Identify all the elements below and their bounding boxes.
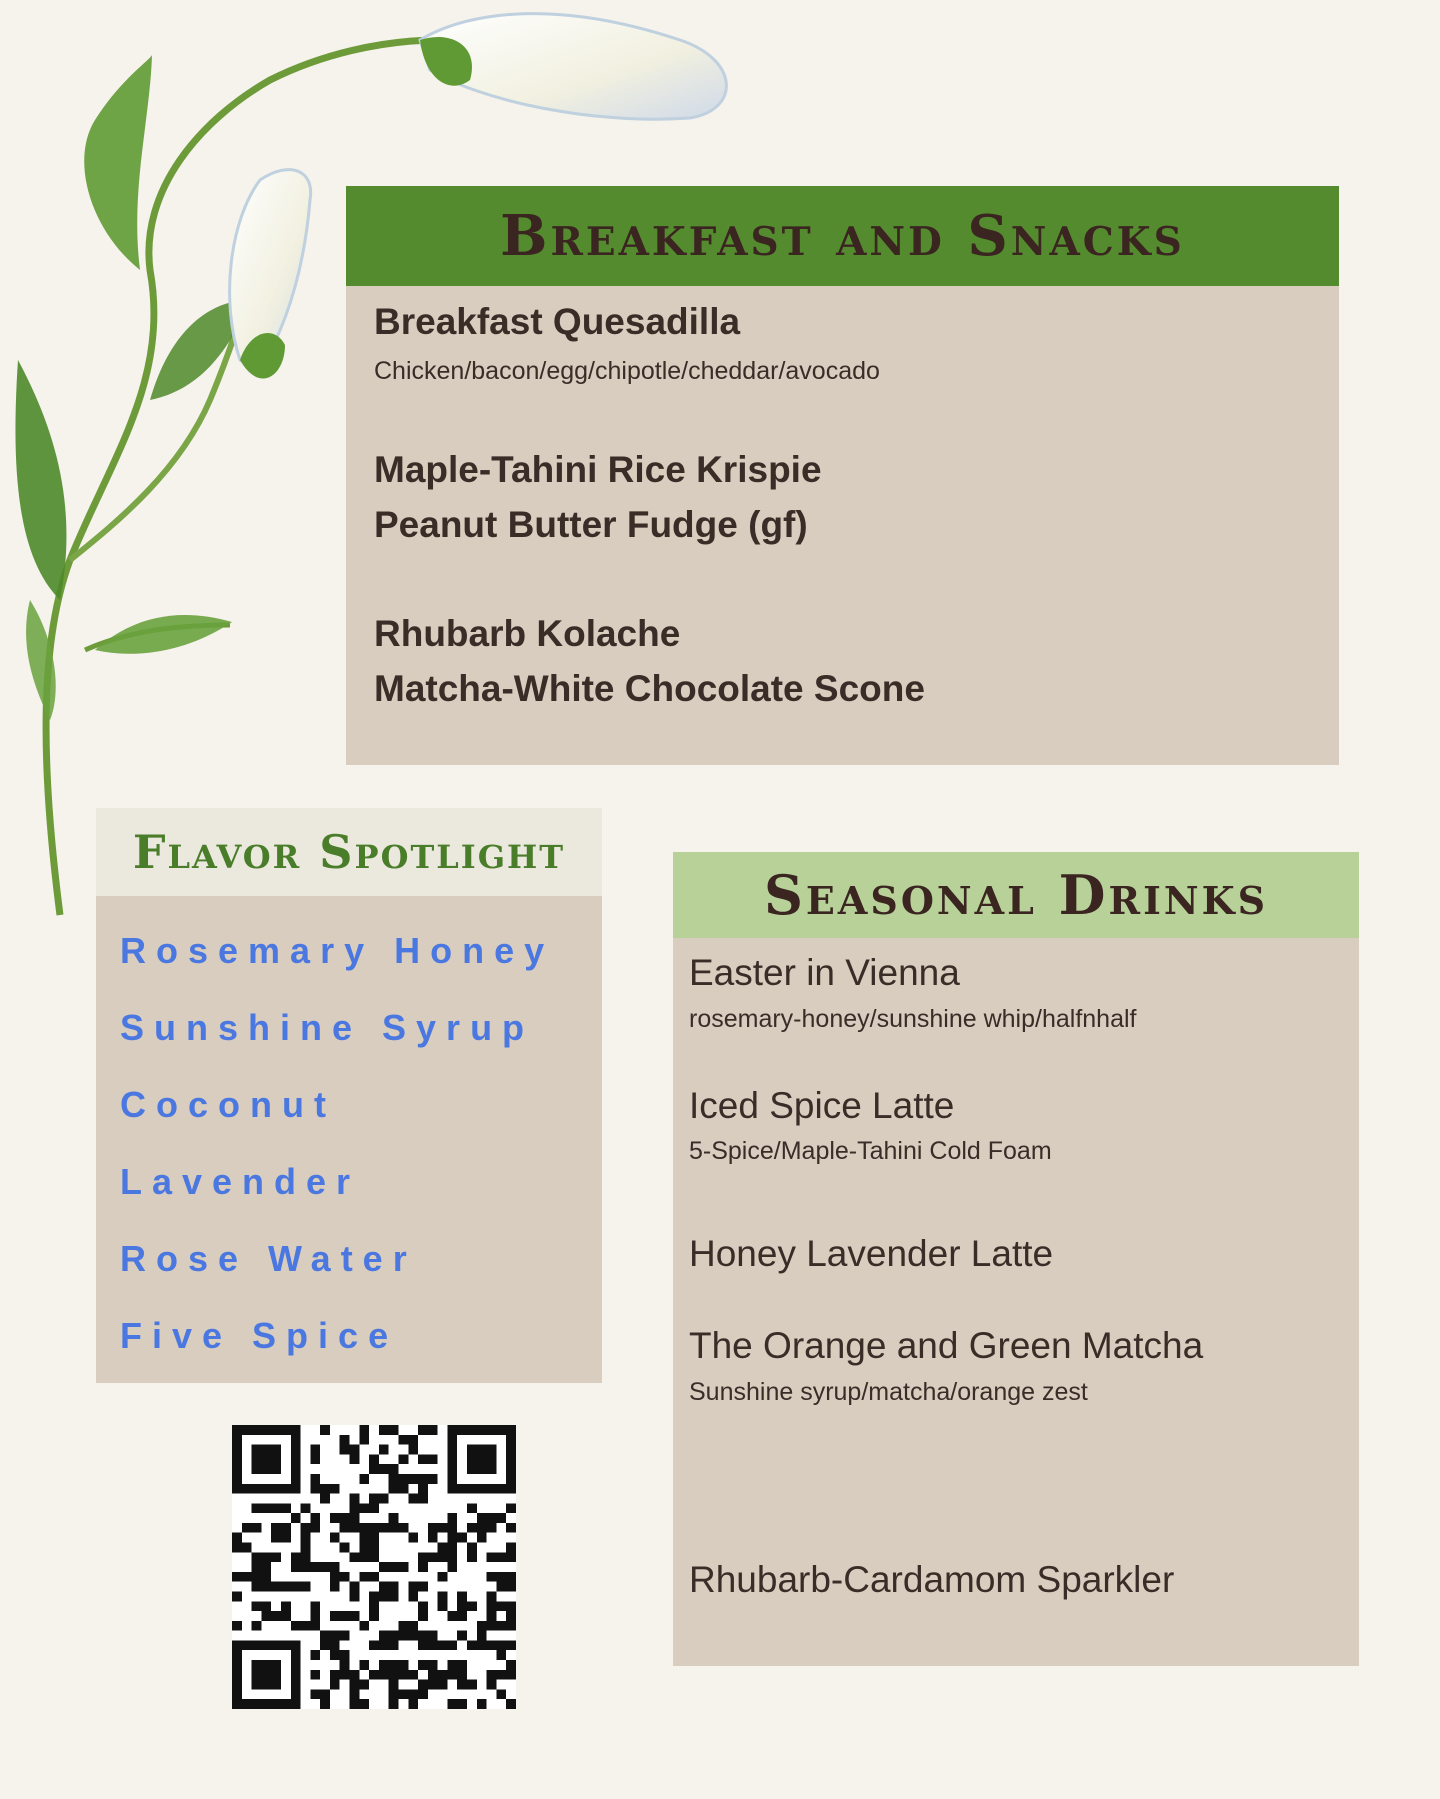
- drink-name: The Orange and Green Matcha: [689, 1325, 1204, 1366]
- drinks-panel: [673, 938, 1359, 1666]
- menu-item-description: Chicken/bacon/egg/chipotle/cheddar/avocado: [374, 357, 880, 385]
- drink-description: 5-Spice/Maple-Tahini Cold Foam: [689, 1137, 1052, 1165]
- breakfast-title: Breakfast and Snacks: [500, 203, 1185, 269]
- breakfast-header: [346, 186, 1339, 286]
- drinks-header: [673, 852, 1359, 938]
- flavor-item: Five Spice: [120, 1315, 399, 1356]
- drink-name: Rhubarb-Cardamom Sparkler: [689, 1559, 1175, 1600]
- drink-name: Iced Spice Latte: [689, 1085, 955, 1126]
- flavor-item: Coconut: [120, 1084, 336, 1125]
- menu-item-name: Peanut Butter Fudge (gf): [374, 504, 808, 545]
- flavor-title: Flavor Spotlight: [132, 825, 566, 879]
- menu-item-name: Breakfast Quesadilla: [374, 301, 741, 342]
- flavor-panel: [96, 896, 602, 1383]
- drink-description: rosemary-honey/sunshine whip/halfnhalf: [689, 1005, 1137, 1033]
- qr-code-icon[interactable]: [232, 1425, 516, 1709]
- flavor-item: Rose Water: [120, 1238, 417, 1279]
- flavor-item: Lavender: [120, 1161, 361, 1202]
- menu-item-name: Rhubarb Kolache: [374, 613, 681, 654]
- menu-item-name: Matcha-White Chocolate Scone: [374, 668, 925, 709]
- drink-description: Sunshine syrup/matcha/orange zest: [689, 1378, 1088, 1406]
- drink-name: Honey Lavender Latte: [689, 1233, 1054, 1274]
- flavor-item: Sunshine Syrup: [120, 1007, 535, 1048]
- flavor-item: Rosemary Honey: [120, 930, 555, 971]
- breakfast-panel: [346, 286, 1339, 765]
- drinks-title: Seasonal Drinks: [763, 863, 1269, 927]
- menu-item-name: Maple-Tahini Rice Krispie: [374, 449, 822, 490]
- flavor-header: [96, 808, 602, 896]
- drink-name: Easter in Vienna: [689, 952, 960, 993]
